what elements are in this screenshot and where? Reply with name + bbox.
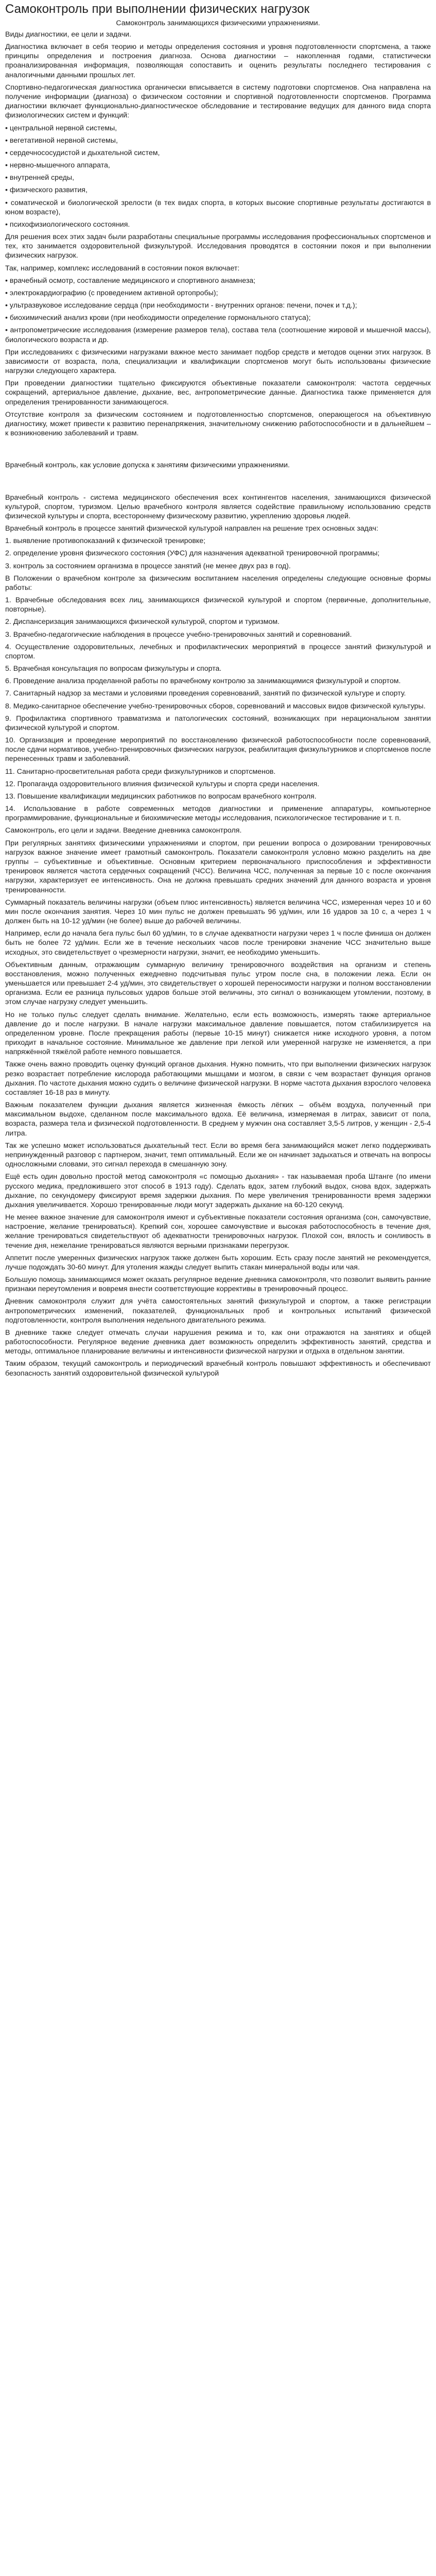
paragraph: При проведении диагностики тщательно фиксируются объективные показатели самоконтроля: частота сердечных сокращений, артериальное давление, дыхание, вес, антропометрические данные. Диагностика также применяется для определения тренированности занимающегося. (5, 379, 431, 406)
paragraph: 1. Врачебные обследования всех лиц, занимающихся физической культурой и спортом (первичные, дополнительные, повторные). (5, 596, 431, 614)
paragraph: Так же успешно может использоваться дыхательный тест. Если во время бега занимающийся может легко поддерживать непринужденный разговор с партнером, значит, темп оптимальный. Если же он начинает задыхаться и отвечать на вопросы односложными словами, это сигнал перехода в смешанную зону. (5, 1141, 431, 1169)
paragraph: • антропометрические исследования (измерение размеров тела), состава тела (соотношение жировой и мышечной массы), биологического возраста и др. (5, 326, 431, 344)
page-title: Самоконтроль при выполнении физических нагрузок (5, 2, 310, 16)
paragraph: 3. Врачебно-педагогические наблюдения в процессе учебно-тренировочных занятий и соревнований. (5, 630, 352, 639)
paragraph: 9. Профилактика спортивного травматизма и патологических состояний, возникающих при нерациональном занятии физической культурой и спортом. (5, 714, 431, 732)
paragraph: 10. Организация и проведение мероприятий по восстановлению физической работоспособности после соревнований, после сдачи нормативов, учебно-тренировочных физических нагрузок, реабилитация физкультурников и спортсменов после перенесенных травм и заболеваний. (5, 736, 431, 764)
paragraph: • внутренней среды, (5, 174, 75, 182)
paragraph: Например, если до начала бега пульс был 60 уд/мин, то в случае адекватности нагрузки через 1 ч после финиша он должен быть не более 72 уд/мин. Если же в течение нескольких часов после тренировки значение ЧСС значительно выше исходных, это свидетельствует о чрезмерности нагрузки, значит, ее необходимо уменьшить. (5, 929, 431, 957)
paragraph: Таким образом, текущий самоконтроль и периодический врачебный контроль повышают эффективность и обеспечивают безопасность занятий оздоровительной физической культурой (5, 1360, 431, 1378)
paragraph: • врачебный осмотр, составление медицинского и спортивного анамнеза; (5, 276, 256, 285)
paragraph: • физического развития, (5, 186, 88, 195)
paragraph: Суммарный показатель величины нагрузки (объем плюс интенсивность) является величина ЧСС, измеренная через 10 и 60 мин после окончания занятия. Через 10 мин пульс не должен превышать 96 уд/мин, или 16 ударов за 10 с, а через 1 ч должен быть на 10-12 уд/мин (не более) выше до рабочей величины. (5, 898, 431, 926)
paragraph: При регулярных занятиях физическими упражнениями и спортом, при решении вопроса о дозировании тренировочных нагрузок важное значение имеет грамотный самоконтроль. Показатели самоконтроля условно можно разделить на две группы – субъективные и объективные. Основным критерием первоначального приспособления и эффективности тренировок является частота сердечных сокращений (ЧСС). Величина ЧСС, полученная за первые 10 с после окончания нагрузки, характеризует ее интенсивность. Она не должна превышать средних значений для данного возраста и уровня тренированности. (5, 839, 431, 894)
paragraph: 1. выявление противопоказаний к физической тренировке; (5, 537, 206, 546)
section-medical-control-and-self-control (5, 493, 431, 1378)
paragraph: Для решения всех этих задач были разработаны специальные программы исследования профессиональных спортсменов и тех, кто занимается оздоровительной физкультурой. Исследования проводятся в состоянии покоя и при выполнении физических нагрузок. (5, 233, 431, 260)
section-medical-control-heading (5, 461, 431, 470)
paragraph: Аппетит после умеренных физических нагрузок также должен быть хорошим. Есть сразу после занятий не рекомендуется, лучше подождать 30-60 минут. Для утоления жажды следует выпить стакан минеральной воды или чая. (5, 1253, 431, 1272)
paragraph: 14. Использование в работе современных методов диагностики и применение аппаратуры, компьютерное программирование, функциональные и биохимические методы исследования, психологическое тестирование и т. п. (5, 805, 431, 823)
paragraph: • ультразвуковое исследование сердца (при необходимости - внутренних органов: печени, почек и т.д.); (5, 301, 357, 310)
paragraph: 2. Диспансеризация занимающихся физической культурой, спортом и туризмом. (5, 618, 280, 626)
paragraph: 7. Санитарный надзор за местами и условиями проведения соревнований, занятий по физической культуре и спорту. (5, 689, 406, 698)
section-diagnostics (5, 30, 431, 438)
paragraph: 12. Пропаганда оздоровительного влияния физической культуры и спорта среди населения. (5, 779, 320, 788)
paragraph: В дневнике также следует отмечать случаи нарушения режима и то, как они отражаются на занятиях и общей работоспособности. Регулярное ведение дневника дает возможность определить эффективность занятий, средства и методы, оптимальное планирование величины и интенсивности физической нагрузки и отдыха в отдельном занятии. (5, 1328, 431, 1356)
paragraph: • сердечнососудистой и дыхательной систем, (5, 148, 160, 157)
paragraph: Отсутствие контроля за физическим состоянием и подготовленностью спортсменов, операющегося на объективную диагностику, может привести к развитию перенапряжения, значительному снижению работоспособности и в дальнейшем – к возникновению заболеваний и травм. (5, 410, 431, 438)
paragraph: 4. Осуществление оздоровительных, лечебных и профилактических мероприятий в процессе занятий физкультурой и спортом. (5, 642, 431, 660)
paragraph: Врачебный контроль, как условие допуска к занятиям физическими упражнениями. (5, 461, 290, 470)
subtitle: Самоконтроль занимающихся физическими упражнениями. (116, 19, 320, 27)
paragraph: • соматической и биологической зрелости (в тех видах спорта, в которых высокие спортивные результаты достигаются в юном возрасте), (5, 198, 431, 216)
paragraph: Диагностика включает в себя теорию и методы определения состояния и уровня подготовленности спортсмена, а также принципы определения и построения диагноза. Основа диагностики – накопленная годами, статистически проанализированная информация, позволяющая сопоставить и оценить результаты последнего тестирования с аналогичными данными прошлых лет. (5, 43, 431, 79)
paragraph: Виды диагностики, ее цели и задачи. (5, 30, 131, 39)
paragraph: При исследованиях с физическими нагрузками важное место занимает подбор средств и методов оценки этих нагрузок. В зависимости от возраста, пола, специализации и квалификации спортсменов могут быть использованы физические нагрузки следующего характера. (5, 348, 431, 376)
paragraph: Большую помощь занимающимся может оказать регулярное ведение дневника самоконтроля, что позволит выявить ранние признаки переутомления и вовремя внести соответствующие коррективы в тренировочный процесс. (5, 1276, 431, 1294)
paragraph: • центральной нервной системы, (5, 124, 117, 132)
paragraph: • вегетативной нервной системы, (5, 136, 118, 145)
paragraph: Дневник самоконтроля служит для учёта самостоятельных занятий физкультурой и спортом, а также регистрации антропометрических изменений, показателей, функциональных проб и контрольных испытаний физической подготовленности, контроля выполнения недельного двигательного режима. (5, 1297, 431, 1325)
paragraph: Но не только пульс следует сделать внимание. Желательно, если есть возможность, измерять также артериальное давление до и после нагрузки. В начале нагрузки максимальное давление повышается, потом стабилизируется на определенном уровне. После прекращения работы (первые 10-15 минут) снижается ниже исходного уровня, а потом приходит в начальное состояние. Минимальное же давление при легкой или умеренной нагрузке не изменяется, а при напряжённой тяжёлой работе немного повышается. (5, 1010, 431, 1057)
paragraph: 2. определение уровня физического состояния (УФС) для назначения адекватной тренировочной программы; (5, 549, 380, 558)
paragraph: Так, например, комплекс исследований в состоянии покоя включает: (5, 264, 240, 273)
paragraph: Также очень важно проводить оценку функций органов дыхания. Нужно помнить, что при выполнении физических нагрузок резко возрастает потребление кислорода работающими мышцами и мозгом, в связи с чем возрастает функция органов дыхания. По частоте дыхания можно судить о величине физической нагрузки. В норме частота дыхания взрослого человека составляет 16-18 раз в минуту. (5, 1060, 431, 1097)
paragraph: • биохимический анализ крови (при необходимости определение гормонального статуса); (5, 314, 311, 323)
paragraph: Важным показателем функции дыхания является жизненная ёмкость лёгких – объём воздуха, полученный при максимальном выдохе, сделанном после максимального вдоха. Её величина, измеряемая в литрах, зависит от пола, возраста, размера тела и физической подготовленности. В среднем у мужчин она составляет 3,5-5 литров, у женщин - 2,5-4 литра. (5, 1101, 431, 1138)
paragraph: 3. контроль за состоянием организма в процессе занятий (не менее двух раз в год). (5, 562, 291, 570)
paragraph: 5. Врачебная консультация по вопросам физкультуры и спорта. (5, 665, 222, 673)
paragraph: 13. Повышение квалификации медицинских работников по вопросам врачебного контроля. (5, 792, 317, 801)
paragraph: Спортивно-педагогическая диагностика органически вписывается в систему подготовки спортсменов. Она направлена на получение информации (диагноза) о физическом состоянии и спортивной подготовленности спортсменов. Программа диагностики включает функционально-диагностическое обследование и тестирование ведущих для данного вида спорта физиологических систем и функций: (5, 83, 431, 120)
paragraph: • нервно-мышечного аппарата, (5, 161, 110, 170)
paragraph: Самоконтроль, его цели и задачи. Введение дневника самоконтроля. (5, 826, 242, 835)
paragraph: В Положении о врачебном контроле за физическим воспитанием населения определены следующие основные формы работы: (5, 574, 431, 592)
paragraph: Ещё есть один довольно простой метод самоконтроля «с помощью дыхания» - так называемая проба Штанге (по имени русского медика, предложившего этот способ в 1913 году). Сделать вдох, затем глубокий выдох, снова вдох, задержать дыхание, по секундомеру фиксируют время задержки дыхания. По мере увеличения тренированности время задержки дыхания увеличивается. Хорошо тренированные люди могут задержать дыхание на 60-120 секунд. (5, 1173, 431, 1209)
paragraph: Объективным данным, отражающим суммарную величину тренировочного воздействия на организм и степень восстановления, можно полученных ежедневно подсчитывая пульс утром после сна, в положении лежа. Если он уменьшается или превышает 2-4 уд/мин, это свидетельствует о хорошей переносимости нагрузки и полном восстановлении организма. Если ее разница пульсовых ударов больше этой величины, это сигнал о возникающем утомлении, поэтому, в этом случае нагрузку следует уменьшить. (5, 960, 431, 1007)
paragraph: Врачебный контроль - система медицинского обеспечения всех контингентов населения, занимающихся физической культурой, спортом, туризмом. Целью врачебного контроля является содействие правильному использованию средств физической культуры и спорта, всестороннему физическому развитию, укреплению здоровья людей. (5, 493, 431, 520)
paragraph: • электрокардиографию (с проведением активной ортопробы); (5, 289, 218, 297)
paragraph: Не менее важное значение для самоконтроля имеют и субъективные показатели состояния организма (сон, самочувствие, настроение, желание тренироваться). Крепкий сон, хорошее самочувствие и высокая работоспособность в течение дня, желание тренироваться свидетельствуют об адекватности тренировочных нагрузок. Плохой сон, вялость и сонливость в течение дня, нежелание тренироваться являются верными признаками перегрузок. (5, 1213, 431, 1250)
paragraph: 11. Санитарно-просветительная работа среди физкультурников и спортсменов. (5, 767, 276, 776)
paragraph: Врачебный контроль в процессе занятий физической культурой направлен на решение трех основных задач: (5, 524, 378, 533)
paragraph: 6. Проведение анализа проделанной работы по врачебному контролю за занимающимися физкультурой и спортом. (5, 677, 401, 686)
paragraph: • психофизиологического состояния. (5, 220, 130, 229)
paragraph: 8. Медико-санитарное обеспечение учебно-тренировочных сборов, соревнований и массовых видов физической культуры. (5, 702, 426, 710)
